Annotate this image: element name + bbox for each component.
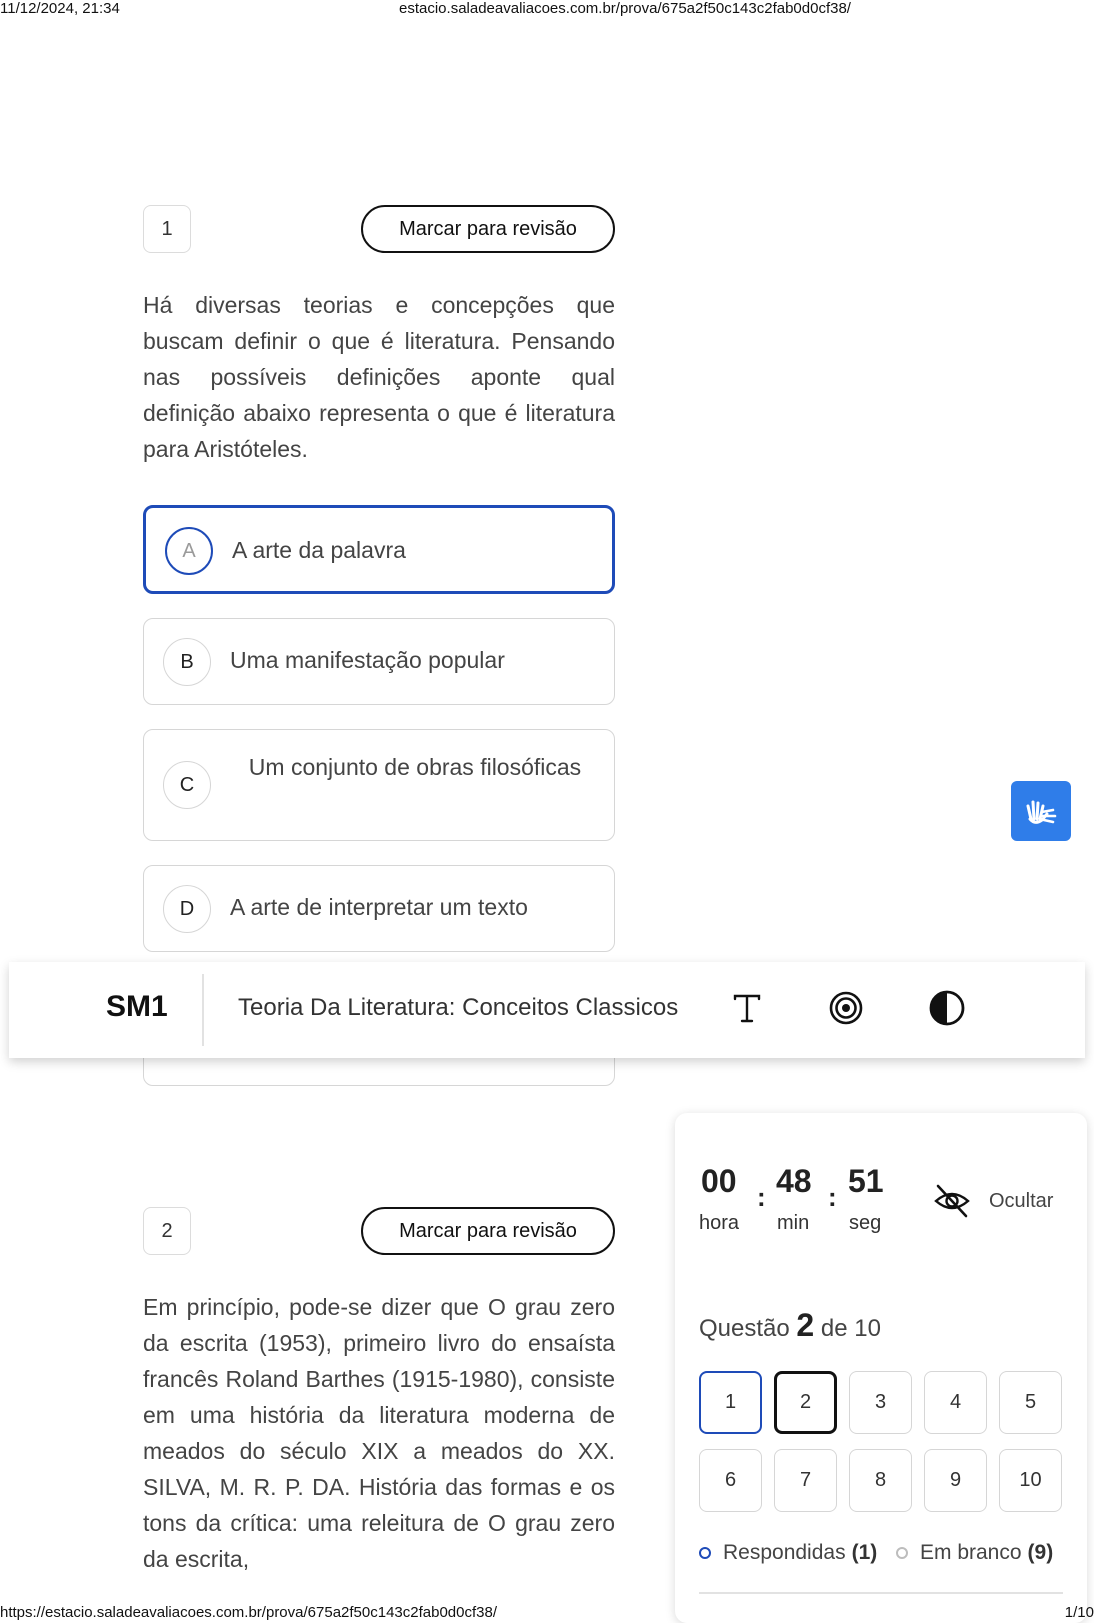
question-number-1: 1 bbox=[143, 205, 191, 253]
nav-question-10[interactable]: 10 bbox=[999, 1449, 1062, 1512]
nav-question-6[interactable]: 6 bbox=[699, 1449, 762, 1512]
nav-question-9[interactable]: 9 bbox=[924, 1449, 987, 1512]
print-url: estacio.saladeavaliacoes.com.br/prova/675a2f50c143c2fab0d0cf38/ bbox=[399, 0, 851, 17]
timer-minutes-label: min bbox=[777, 1212, 810, 1234]
timer-hours: 00 bbox=[701, 1163, 737, 1199]
question-text-2: Em princípio, pode-se dizer que O grau zero da escrita (1953), primeiro livro do ensaísta francês Roland Barthes (1915-1980), consiste em uma história da literatura moderna de meados do século XIX a meados do XX. SILVA, M. R. P. DA. História das formas e os tons da crítica: uma releitura de O grau zero da escrita, bbox=[143, 1294, 615, 1572]
contrast-icon bbox=[928, 989, 966, 1027]
legend-answered-count: (1) bbox=[851, 1541, 878, 1564]
target-icon bbox=[828, 990, 864, 1026]
mark-review-button-q2[interactable]: Marcar para revisão bbox=[361, 1207, 615, 1255]
option-a[interactable] bbox=[143, 505, 615, 594]
nav-question-5[interactable]: 5 bbox=[999, 1371, 1062, 1434]
legend-answered-label: Respondidas bbox=[723, 1541, 846, 1564]
hide-timer-label: Ocultar bbox=[989, 1189, 1054, 1212]
option-letter-d: D bbox=[163, 885, 211, 933]
print-footer bbox=[0, 1604, 1094, 1622]
option-b[interactable] bbox=[143, 618, 615, 705]
timer-navigator-card bbox=[675, 1113, 1087, 1623]
text-size-button[interactable] bbox=[727, 988, 767, 1028]
blank-dot-icon bbox=[896, 1547, 908, 1559]
timer-minutes: 48 bbox=[776, 1163, 812, 1199]
question-counter-prefix: Questão bbox=[699, 1315, 790, 1342]
card-divider bbox=[699, 1592, 1063, 1594]
timer-separator: : bbox=[828, 1182, 837, 1212]
nav-question-1[interactable]: 1 bbox=[699, 1371, 762, 1434]
hide-timer-button[interactable] bbox=[933, 1181, 1073, 1221]
legend-blank-label: Em branco bbox=[920, 1541, 1022, 1564]
text-size-icon bbox=[730, 991, 764, 1025]
option-d[interactable] bbox=[143, 865, 615, 952]
legend-blank bbox=[896, 1541, 1053, 1565]
print-footer-url: https://estacio.saladeavaliacoes.com.br/prova/675a2f50c143c2fab0d0cf38/ bbox=[0, 1604, 497, 1621]
option-letter-c: C bbox=[163, 761, 211, 809]
timer-seconds: 51 bbox=[848, 1163, 884, 1199]
brand-logo: SM1 bbox=[106, 990, 168, 1023]
legend-blank-count: (9) bbox=[1027, 1541, 1054, 1564]
legend-answered bbox=[699, 1541, 877, 1565]
option-letter-a: A bbox=[165, 527, 213, 575]
sign-language-icon bbox=[1022, 792, 1060, 830]
option-text-d: A arte de interpretar um texto bbox=[230, 894, 528, 920]
nav-question-7[interactable]: 7 bbox=[774, 1449, 837, 1512]
option-c[interactable] bbox=[143, 729, 615, 841]
course-title: Teoria Da Literatura: Conceitos Classicos bbox=[238, 994, 679, 1021]
libras-button[interactable] bbox=[1011, 781, 1071, 841]
answered-dot-icon bbox=[699, 1547, 711, 1559]
nav-question-8[interactable]: 8 bbox=[849, 1449, 912, 1512]
eye-off-icon bbox=[933, 1182, 971, 1220]
timer-seconds-label: seg bbox=[849, 1212, 882, 1234]
option-text-a: A arte da palavra bbox=[232, 537, 406, 563]
mark-review-button-q1[interactable]: Marcar para revisão bbox=[361, 205, 615, 253]
print-header bbox=[0, 0, 1094, 18]
contrast-button[interactable] bbox=[927, 988, 967, 1028]
question-text-1: Há diversas teorias e concepções que buscam definir o que é literatura. Pensando nas possíveis definições aponte qual definição abaixo representa o que é literatura para Aristóteles. bbox=[143, 292, 615, 462]
option-letter-b: B bbox=[163, 638, 211, 686]
nav-question-2[interactable]: 2 bbox=[774, 1371, 837, 1434]
nav-question-3[interactable]: 3 bbox=[849, 1371, 912, 1434]
print-page-number: 1/10 bbox=[1064, 1604, 1094, 1621]
toolbar-divider bbox=[202, 974, 204, 1046]
question-counter-current: 2 bbox=[796, 1307, 815, 1343]
question-counter bbox=[699, 1307, 881, 1344]
nav-question-4[interactable]: 4 bbox=[924, 1371, 987, 1434]
question-counter-suffix: de 10 bbox=[820, 1315, 881, 1342]
option-text-b: Uma manifestação popular bbox=[230, 647, 505, 673]
print-datetime: 11/12/2024, 21:34 bbox=[0, 0, 120, 17]
option-text-c: Um conjunto de obras filosóficas bbox=[248, 754, 582, 780]
timer-hours-label: hora bbox=[699, 1212, 740, 1234]
exam-toolbar bbox=[9, 962, 1085, 1058]
focus-button[interactable] bbox=[826, 988, 866, 1028]
question-number-2: 2 bbox=[143, 1207, 191, 1255]
timer-separator: : bbox=[757, 1182, 766, 1212]
